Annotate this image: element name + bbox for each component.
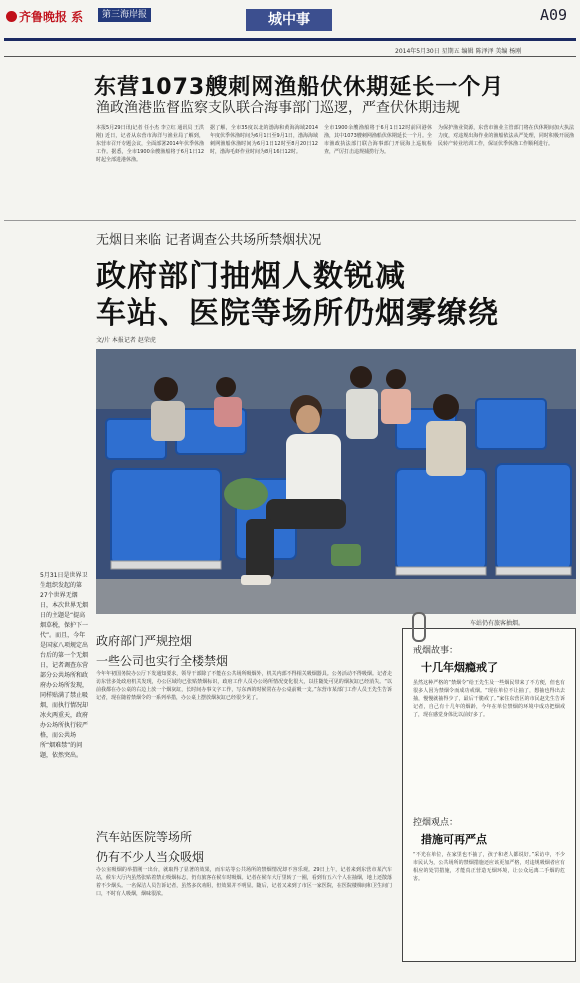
waiting-room-photo: [96, 349, 576, 614]
story-divider: [4, 220, 576, 221]
story2-headline-line2: 车站、医院等场所仍烟雾缭绕: [96, 296, 499, 331]
paper-logo: [6, 8, 83, 25]
smoking-story-box: [402, 628, 576, 962]
section2-heading-2: 仍有不少人当众吸烟: [96, 850, 205, 864]
story1-column-2: 据了解，全市35度以北的渤海和黄海海域2014年度伏季休渔时间为6月1日至9月1日，渤海海域刺网渔船休渔时间为6月1日12时至8月20日12时，渤海毛虾作业时间为8月16日12时。: [210, 125, 318, 155]
section1-heading-2: 一些公司也实行全楼禁烟: [96, 654, 229, 668]
masthead: [0, 0, 580, 36]
story2-headline-line1: 政府部门抽烟人数锐减: [96, 259, 406, 294]
logo-mark-icon: [6, 11, 17, 22]
page-number: A09: [540, 6, 568, 24]
section1-heading-1: 政府部门严规控烟: [96, 634, 193, 648]
paperclip-icon: [412, 612, 426, 642]
box-body-1: 虽然这种严格的“禁烟令”给王先生及一些烟民带来了不方便，但也有很多人因为禁烟令而成功戒烟。“现在单位不让抽了，想抽也得出去抽，慢慢就抽得少了，最后干脆戒了。”家住东营区的市民赵先生告诉记者，自己有十几年的烟龄，今年在单位禁烟的环境中成功把烟戒了，现在感觉身体比以前好多了。: [413, 680, 565, 718]
byline: 文/片 本报记者 赵荣虎: [96, 337, 156, 344]
story1-subheadline: 渔政渔港监督监察支队联合海事部门巡逻，严查伏休期违规: [96, 100, 460, 116]
edition-tag: 第三海岸报: [98, 8, 151, 22]
section-title: 城中事: [246, 9, 332, 31]
story1-headline: 东营1073艘刺网渔船伏休期延长一个月: [94, 75, 505, 100]
box-body-2: “不光在单位，在家里也不抽了，孩子和老人都说好。”采访中，不少市民认为，公共场所的禁烟措施还应该更加严格，对违规吸烟者应有相应的处罚措施，才能真正营造无烟环境，让公众远离二手烟的危害。: [413, 852, 565, 882]
section2-heading-1: 汽车站医院等场所: [96, 830, 193, 844]
box-title: 十几年烟瘾戒了: [421, 661, 498, 674]
photo-caption: 车站仍有旅客抽烟。: [470, 620, 525, 627]
story1-column-3: 全市1900余艘渔船将于6月1日12时前回港休渔，其中1073艘刺网渔船伏休期延长一个月。全市渔政执法部门联合海事部门开展海上巡航检查，严厉打击违规捕捞行为。: [324, 125, 432, 155]
paper-name: 齐鲁晚报 系: [19, 10, 84, 24]
box-title-2: 措施可再严点: [421, 833, 487, 846]
box-kicker-2: 控烟观点：: [413, 818, 459, 828]
meta-rule: [4, 56, 576, 57]
box-kicker: 戒烟故事：: [413, 646, 459, 656]
intro-sidebar: 5月31日是世界卫生组织发起的第27个世界无烟日，本次世界无烟日的主题是“提高烟草税，保护下一代”。而且，今年是国家八项规定出台后的第一个无烟日，记者调查东营部分公共场所和政府办公场所发现，同样贴满了禁止吸烟，而执行情况却冰火两重天，政府办公场所执行较严格，而公共场所“烟难禁”的问题，依然突出。: [40, 572, 89, 759]
section2-body: 办公室吸烟的举措刚一出台，就取得了显著的效果，而车站等公共场所的禁烟情况却不容乐观。29日上午，记者来到东营市某汽车站，候车大厅内虽然张贴着禁止吸烟标志，仍有旅客在候车时吸烟。记者在候车大厅里转了一圈，看到有五六个人在抽烟，地上还散落着不少烟头。一名保洁人员告诉记者，虽然多次劝阻，但效果并不明显。随后，记者又来到了市区一家医院，在医院楼梯间和卫生间门口，不时有人吸烟，烟味很浓。: [96, 867, 392, 897]
news-photo: [96, 349, 576, 614]
section1-body: 今年年初国务院办公厅下发通知要求，领导干部除了不能在公共场所吸烟外，机关内部不得相关吸烟器具。公务活动不得吸烟。记者走访东营多处政府机关发现，办公区域均已张贴禁烟标识，政府工作人员办公场所情况变化很大，以往随处可见的烟灰缸已经消失。“以前我都在办公桌的右边上放一个烟灰缸，长时间办事文字工作，写东西的时候常在办公桌前吸一支。”东营市某部门工作人员王先生告诉记者，现在随着禁烟令的一系列举措，办公桌上摆放烟灰缸已经很少见了。: [96, 671, 392, 701]
story1-column-1: 本报5月29日讯(记者 任小杰 李立红 通讯员 王洪刚) 近日，记者从东营市海洋与渔业局了解到，东营市召开专题会议，全面部署2014年伏季休渔工作。据悉，全市1900余艘渔船将于6月1日12时起全部进港休渔。: [96, 125, 204, 163]
issue-meta: 2014年5月30日 星期五 编辑 陈泽泽 美编 杨刚: [395, 48, 522, 55]
story1-column-4: 为保护渔业资源，东营市渔业主管部门将在伏休期间加大执法力度，对违规出海作业的渔船依法从严处理，同时积极开展渔民转产转业培训工作，保证伏季休渔工作顺利进行。: [438, 125, 574, 147]
masthead-rule: [4, 38, 576, 41]
story2-kicker: 无烟日来临 记者调查公共场所禁烟状况: [96, 233, 322, 248]
